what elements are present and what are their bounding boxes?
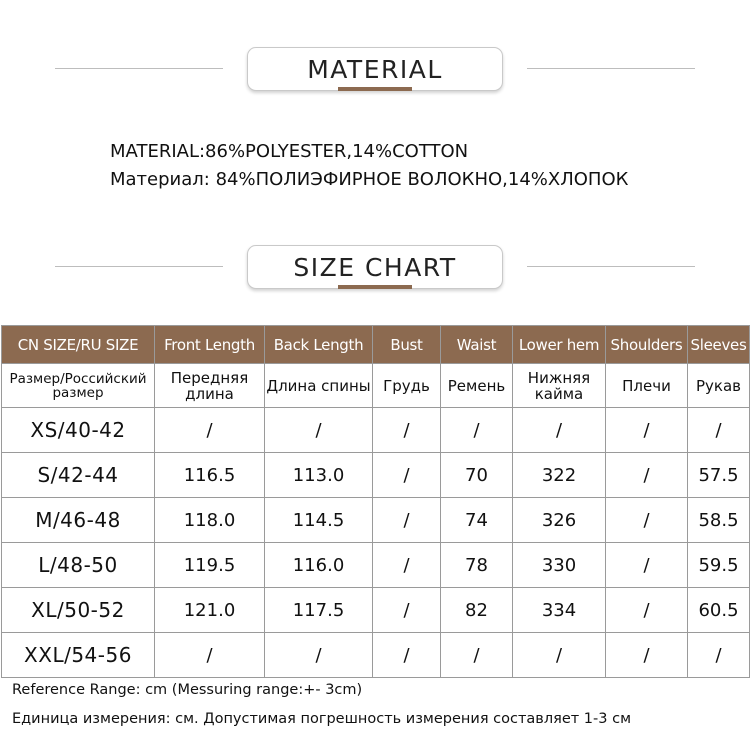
table-cell: 60.5 — [688, 588, 750, 633]
table-cell: 78 — [441, 543, 513, 588]
header-rule-right — [527, 266, 695, 267]
table-cell: / — [373, 633, 441, 678]
header-rule-left — [55, 266, 223, 267]
column-header-ru: Грудь — [373, 364, 441, 408]
column-header: Waist — [441, 326, 513, 364]
table-cell: 116.0 — [265, 543, 373, 588]
table-cell: / — [606, 453, 688, 498]
table-cell: / — [606, 408, 688, 453]
column-header: Lower hem — [513, 326, 606, 364]
table-row — [2, 453, 750, 498]
table-cell: / — [606, 543, 688, 588]
table-row — [2, 633, 750, 678]
table-cell: 121.0 — [155, 588, 265, 633]
table-row — [2, 588, 750, 633]
header-accent-bar — [338, 285, 412, 289]
header-accent-bar — [338, 87, 412, 91]
table-cell: 57.5 — [688, 453, 750, 498]
header-rule-right — [527, 68, 695, 69]
table-cell: 58.5 — [688, 498, 750, 543]
column-header-ru: Нижняя кайма — [513, 364, 606, 408]
size-cell: XS/40-42 — [2, 408, 155, 453]
column-header-ru: Длина спины — [265, 364, 373, 408]
size-cell: S/42-44 — [2, 453, 155, 498]
table-row — [2, 408, 750, 453]
table-cell: 113.0 — [265, 453, 373, 498]
table-cell: / — [606, 633, 688, 678]
size-chart-table — [1, 325, 750, 678]
table-cell: 322 — [513, 453, 606, 498]
table-cell: 74 — [441, 498, 513, 543]
column-header-ru: Ремень — [441, 364, 513, 408]
table-cell: 117.5 — [265, 588, 373, 633]
table-cell: 114.5 — [265, 498, 373, 543]
table-row — [2, 543, 750, 588]
table-cell: / — [606, 498, 688, 543]
table-cell: / — [155, 633, 265, 678]
table-cell: / — [513, 408, 606, 453]
table-cell: / — [688, 633, 750, 678]
size-chart-section-header — [0, 245, 750, 289]
table-cell: / — [265, 408, 373, 453]
table-cell: / — [373, 498, 441, 543]
table-header-row — [2, 326, 750, 364]
table-cell: / — [441, 408, 513, 453]
table-cell: / — [373, 588, 441, 633]
column-header: CN SIZE/RU SIZE — [2, 326, 155, 364]
table-row — [2, 498, 750, 543]
material-line-en: MATERIAL:86%POLYESTER,14%COTTON — [110, 141, 469, 162]
table-cell: 330 — [513, 543, 606, 588]
measurement-note-ru: Единица измерения: см. Допустимая погрешность измерения составляет 1-3 см — [12, 711, 632, 727]
column-header-ru: Размер/Российский размер — [2, 364, 155, 408]
size-cell: XL/50-52 — [2, 588, 155, 633]
table-cell: 116.5 — [155, 453, 265, 498]
column-header-ru: Передняя длина — [155, 364, 265, 408]
column-header: Front Length — [155, 326, 265, 364]
table-cell: / — [373, 543, 441, 588]
column-header: Sleeves — [688, 326, 750, 364]
table-cell: / — [373, 408, 441, 453]
table-cell: 119.5 — [155, 543, 265, 588]
size-cell: XXL/54-56 — [2, 633, 155, 678]
table-cell: 82 — [441, 588, 513, 633]
column-header-ru: Рукав — [688, 364, 750, 408]
table-cell: 70 — [441, 453, 513, 498]
header-rule-left — [55, 68, 223, 69]
size-chart-header-title: SIZE CHART — [247, 245, 503, 289]
column-header: Bust — [373, 326, 441, 364]
column-header: Back Length — [265, 326, 373, 364]
table-header-row-ru — [2, 364, 750, 408]
table-cell: / — [606, 588, 688, 633]
column-header-ru: Плечи — [606, 364, 688, 408]
material-section-header — [0, 47, 750, 91]
material-header-title: MATERIAL — [247, 47, 503, 91]
table-cell: / — [513, 633, 606, 678]
table-cell: / — [265, 633, 373, 678]
table-cell: / — [373, 453, 441, 498]
table-cell: 326 — [513, 498, 606, 543]
size-cell: L/48-50 — [2, 543, 155, 588]
table-cell: 59.5 — [688, 543, 750, 588]
material-description — [110, 138, 628, 194]
material-line-ru: Материал: 84%ПОЛИЭФИРНОЕ ВОЛОКНО,14%ХЛОПОК — [110, 169, 629, 190]
table-cell: / — [155, 408, 265, 453]
table-cell: / — [688, 408, 750, 453]
table-cell: / — [441, 633, 513, 678]
reference-range-note: Reference Range: cm (Messuring range:+- 3cm) — [12, 682, 363, 698]
size-cell: M/46-48 — [2, 498, 155, 543]
column-header: Shoulders — [606, 326, 688, 364]
table-cell: 334 — [513, 588, 606, 633]
table-cell: 118.0 — [155, 498, 265, 543]
